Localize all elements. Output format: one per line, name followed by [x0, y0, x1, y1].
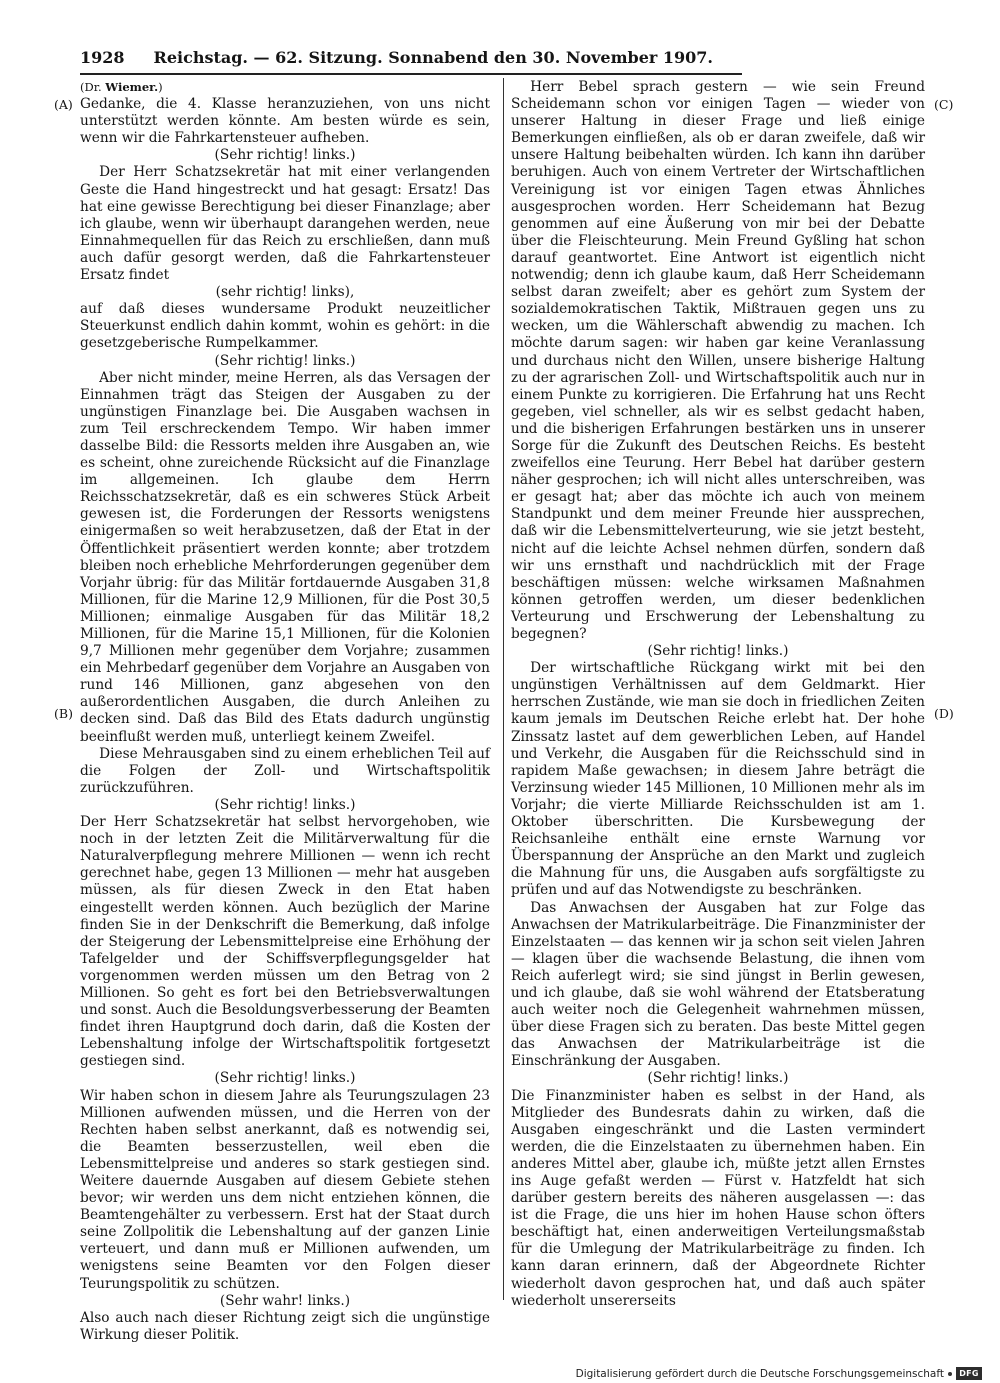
left-interjection: (Sehr richtig! links.): [214, 1070, 356, 1087]
right-interjection: (Sehr richtig! links.): [647, 643, 789, 660]
margin-mark-d: (D): [934, 706, 954, 721]
left-paragraph: Diese Mehrausgaben sind zu einem erheblichen Teil auf die Folgen der Zoll- und Wirtschaftspolitik zurückzuführen.: [80, 745, 490, 796]
page-number: 1928: [80, 48, 125, 67]
left-interjection: (Sehr richtig! links.): [214, 147, 356, 164]
speaker-name: Wiemer.: [105, 80, 159, 94]
right-paragraph: Das Anwachsen der Ausgaben hat zur Folge das Anwachsen der Matrikularbeiträge. Die Finanzminister der Einzelstaaten — das kennen wir ja schon seit vielen Jahren — klagen über die wachsende Belastung, die ihnen vom Reich auferlegt wird; sie sind jüngst in Berlin gewesen, und ich glaube, daß sie wohl während der Etatsberatung auch weiter noch die Gelegenheit wahrnehmen müssen, über diese Fragen sich zu beraten. Das beste Mittel gegen das Anwachsen der Matrikularbeiträge ist die Einschränkung der Ausgaben.: [511, 899, 925, 1070]
left-paragraph: Wir haben schon in diesem Jahre als Teurungszulagen 23 Millionen aufwenden müssen, und die Herren von der Rechten haben selbst anerkannt, daß es notwendig sei, die Beamten besserzustellen, weil eben die Lebensmittelpreise und anderes so stark gestiegen sind. Weitere dauernde Ausgaben auf diesem Gebiete stehen bevor; wir werden uns dem nicht entziehen können, die Beamtengehälter zu verbessern. Erst hat der Staat durch seine Zollpolitik die Lebenshaltung auf der ganzen Linie verteuert, und dann muß er Millionen aufwenden, um wenigstens seine Beamten vor den Folgen dieser Teurungspolitik zu schützen.: [80, 1087, 490, 1292]
speaker-label: (Dr. Wiemer.): [80, 80, 163, 94]
left-column: [80, 79, 490, 1343]
column-divider: [503, 78, 504, 1300]
left-paragraph: Der Herr Schatzsekretär hat selbst hervorgehoben, wie noch in der letzten Zeit die Militärverwaltung für die Naturalverpflegung mehrere Millionen — wenn ich recht gerechnet habe, gegen 13 Millionen — mehr hat ausgeben müssen, als für diesen Zweck in den Etat haben eingestellt werden können. Auch bezüglich der Marine finden Sie in der Denkschrift die Bemerkung, daß infolge der Steigerung der Lebensmittelpreise eine Erhöhung der Tafelgelder und der Schiffsverpflegungsgelder hat vorgenommen werden müssen um den Betrag von 2 Millionen. So geht es fort bei den Betriebsverwaltungen und sonst. Auch die Besoldungsverbesserung der Beamten findet ihren Hauptgrund doch darin, daß die Kosten der Lebenshaltung infolge der Wirtschaftspolitik fortgesetzt gestiegen sind.: [80, 814, 490, 1070]
left-paragraph: Gedanke, die 4. Klasse heranzuziehen, von uns nicht unterstützt werden könnte. Am besten würde es sein, wenn wir die Fahrkartensteuer aufheben.: [80, 96, 490, 147]
left-interjection: (sehr richtig! links),: [215, 284, 355, 301]
margin-mark-b: (B): [54, 706, 73, 721]
right-interjection: (Sehr richtig! links.): [647, 1070, 789, 1087]
left-interjection: (Sehr richtig! links.): [214, 796, 356, 813]
margin-mark-a: (A): [54, 97, 73, 112]
footer-text: Digitalisierung gefördert durch die Deutsche Forschungsgemeinschaft: [575, 1367, 944, 1380]
left-interjection: (Sehr wahr! links.): [219, 1292, 351, 1309]
page-header: [80, 48, 742, 70]
left-paragraph: Der Herr Schatzsekretär hat mit einer verlangenden Geste die Hand hingestreckt und hat gesagt: Ersatz! Das hat eine gewisse Berechtigung bei dieser Finanzlage; aber ich glaube, wenn wir überhaupt darangehen werden, neue Einnahmequellen für das Reich zu erschließen, dann muß auch dafür gesorgt werden, daß die Fahrkartensteuer Ersatz findet: [80, 164, 490, 284]
footer-credit: [576, 1367, 982, 1380]
left-paragraph: Also auch nach dieser Richtung zeigt sich die ungünstige Wirkung dieser Politik.: [80, 1309, 490, 1343]
left-interjection: (Sehr richtig! links.): [214, 352, 356, 369]
page-title: Reichstag. — 62. Sitzung. Sonnabend den 30. November 1907.: [153, 48, 713, 67]
right-paragraph: Herr Bebel sprach gestern — wie sein Freund Scheidemann schon vor einigen Tagen — wieder von unserer Haltung in dieser Frage und ließ einige Bemerkungen einfließen, als ob er daran zweifele, daß wir unsere Haltung beibehalten würden. Ich kann ihn darüber beruhigen. Auch von einem Vertreter der Wirtschaftlichen Vereinigung ist vor einigen Tagen etwas Ähnliches ausgesprochen worden. Herr Scheidemann hat Bezug genommen auf eine Äußerung von mir bei der Debatte über die Fleischteurung. Mein Freund Gyßling hat schon darauf geantwortet. Eine Antwort ist eigentlich nicht notwendig; denn ich glaube kaum, daß Herr Scheidemann selbst daran zweifelt; aber es gehört zum System der sozialdemokratischen Taktik, Mißtrauen gegen uns zu wecken, um die Wählerschaft abwendig zu machen. Ich möchte darum sagen: wir haben gar keine Veranlassung und durchaus nicht den Willen, unsere bisherige Haltung zu der agrarischen Zoll- und Wirtschaftspolitik auch nur in einem Punkte zu korrigieren. Die Erfahrung hat uns Recht gegeben, viel schneller, als wir es selbst gedacht haben, und die bisherigen Erfahrungen bestärken uns in unserer Sorge für die Zukunft des Deutschen Reichs. Es besteht zweifellos eine Teurung. Herr Bebel hat darüber gestern näher gesprochen; ich will nicht alles unterschreiben, was er gesagt hat; aber das möchte ich auch von meinem Standpunkt und dem meiner Freunde hier aussprechen, daß wir die Lebensmittelverteurung, wie sie jetzt besteht, nicht auf die leichte Achsel nehmen dürfen, sondern daß wir uns ernsthaft und nachdrücklich mit der Frage beschäftigen müssen: welche wirksamen Maßnahmen können getroffen werden, um dieser bedenklichen Verteurung und Erschwerung der Lebenshaltung zu begegnen?: [511, 79, 925, 642]
dfg-logo-icon: DFG: [956, 1367, 982, 1380]
left-paragraph: auf daß dieses wundersame Produkt neuzeitlicher Steuerkunst endlich dahin kommt, wohin es gehört: in die gesetzgeberische Rumpelkammer.: [80, 301, 490, 352]
right-paragraph: Die Finanzminister haben es selbst in der Hand, als Mitglieder des Bundesrats dahin zu wirken, daß die Ausgaben eingeschränkt und die Lasten vermindert werden, die die Einzelstaaten zu übernehmen haben. Ein anderes Mittel aber, glaube ich, müßte jetzt allen Ernstes ins Auge gefaßt werden — Fürst v. Hatzfeldt hat sich darüber gestern bereits des näheren ausgelassen —: das ist die Frage, die uns hier im hohen Hause schon öfters beschäftigt hat, einen anderweitigen Verteilungsmaßstab für die Umlegung der Matrikularbeiträge zu finden. Ich kann daran erinnern, daß der Abgeordnete Richter wiederholt davon gesprochen hat, und daß auch später wiederholt unsererseits: [511, 1087, 925, 1309]
header-rule: [80, 73, 742, 75]
left-paragraph: Aber nicht minder, meine Herren, als das Versagen der Einnahmen trägt das Steigen der Ausgaben zu der ungünstigen Finanzlage bei. Die Ausgaben wachsen in zum Teil erschreckendem Tempo. Wir haben immer dasselbe Bild: die Ressorts melden ihre Ausgaben an, wie es scheint, ohne zureichende Rücksicht auf die Finanzlage im allgemeinen. Ich glaube dem Herrn Reichsschatzsekretär, daß es ein schweres Stück Arbeit gewesen ist, die Forderungen der Ressorts wenigstens einigermaßen so weit herabzusetzen, daß der Etat in der Öffentlichkeit präsentiert werden konnte; aber trotzdem bleiben noch erhebliche Mehrforderungen gegenüber dem Vorjahr übrig: für das Militär fortdauernde Ausgaben 31,8 Millionen, für die Marine 12,9 Millionen, für die Post 30,5 Millionen; einmalige Ausgaben für das Militär 18,2 Millionen, für die Marine 15,1 Millionen, für die Kolonien 9,7 Millionen mehr gegenüber dem Vorjahre; zusammen ein Mehrbedarf gegenüber dem Vorjahre an Ausgaben von rund 146 Millionen, ganz abgesehen von den außerordentlichen Ausgaben, die durch Anleihen zu decken sind. Daß das Bild des Etats dadurch ungünstig beeinflußt werden muß, unterliegt keinem Zweifel.: [80, 369, 490, 745]
bullet-icon: [948, 1372, 952, 1376]
right-column: [511, 79, 926, 1309]
right-paragraph: Der wirtschaftliche Rückgang wirkt mit bei den ungünstigen Verhältnissen auf dem Geldmarkt. Hier herrschen Zustände, wie man sie doch in friedlichen Zeiten kaum jemals im Deutschen Reiche erlebt hat. Der hohe Zinssatz lastet auf dem gewerblichen Leben, auf Handel und Verkehr, die Ausgaben für die Reichsschuld sind in rapidem Maße gewachsen; in diesem Jahre beträgt die Verzinsung wieder 145 Millionen, 10 Millionen mehr als im Vorjahr; die vierte Milliarde Reichsschulden ist am 1. Oktober überschritten. Die Kursbewegung der Reichsanleihe enthält eine ernste Warnung vor Überspannung der Ansprüche an den Markt und zugleich die Mahnung für uns, die Ausgaben aufs sorgfältigste zu prüfen und auf das Notwendigste zu beschränken.: [511, 660, 926, 899]
margin-mark-c: (C): [934, 97, 954, 112]
